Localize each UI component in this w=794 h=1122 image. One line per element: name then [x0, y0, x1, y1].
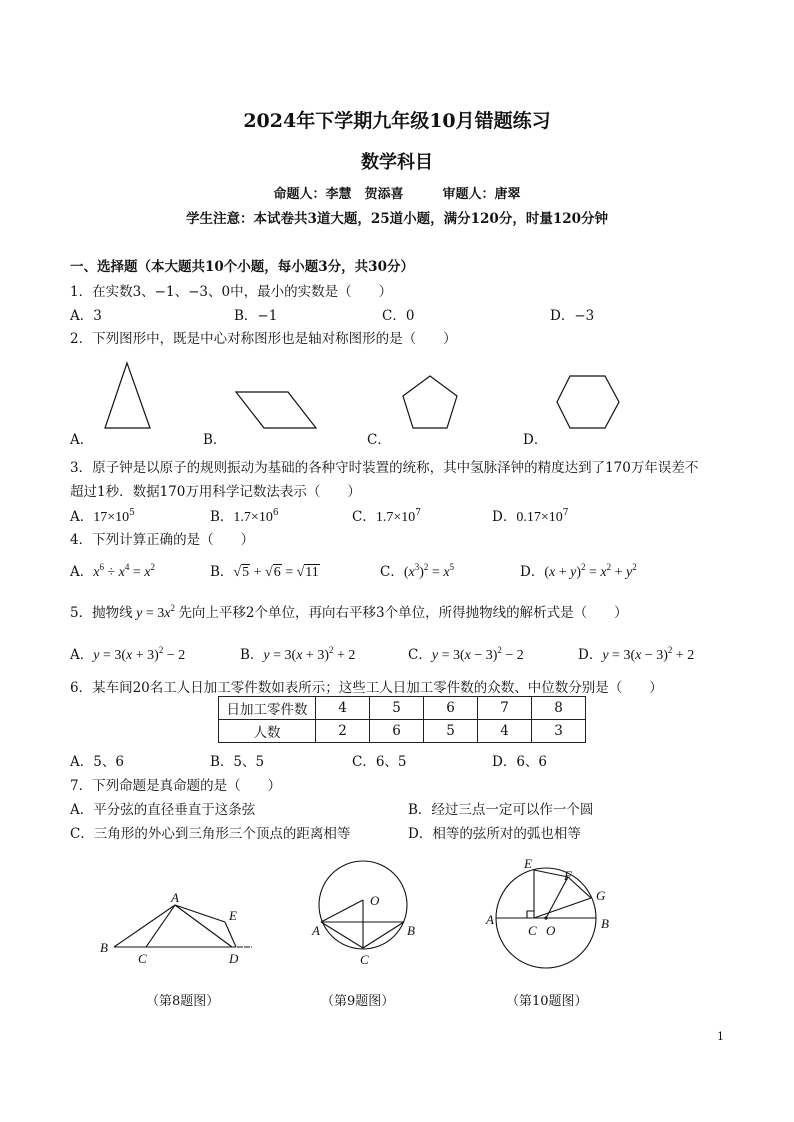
q4-stem: 4．下列计算正确的是（ ）: [70, 532, 255, 548]
q4-option-c: C．$(x^3)^2 = x^5$: [380, 562, 455, 580]
q5-stem: 5．抛物线 $y = 3x^2$ 先向上平移2个单位，再向右平移3个单位，所得抛物线的解析式是（ ）: [70, 603, 628, 621]
q7-option-c: C．三角形的外心到三角形三个顶点的距离相等: [70, 826, 351, 842]
point-label-e: E: [229, 908, 237, 923]
q3-option-b: B．$1.7\times 10^6$: [210, 508, 279, 525]
q7-option-d: D．相等的弦所对的弧也相等: [408, 826, 581, 842]
section-heading: 一、选择题（本大题共10个小题，每小题3分，共30分）: [70, 259, 414, 275]
q1-option-a: A．3: [70, 308, 102, 324]
q3-stem-line2: 超过1秒．数据170万用科学记数法表示（ ）: [70, 484, 361, 500]
q5-option-b: B．$y = 3(x + 3)^2 + 2$: [240, 645, 356, 663]
q2-label-a: A．: [70, 432, 94, 448]
q1-option-d: D．−3: [550, 308, 595, 324]
q4-option-d: D．$(x + y)^2 = x^2 + y^2$: [520, 562, 637, 580]
point-label-e: E: [524, 856, 532, 871]
page-number: 1: [717, 1030, 724, 1043]
table-cell: 4: [478, 720, 532, 743]
q3-stem-line1: 3．原子钟是以原子的规则振动为基础的各种守时装置的统称，其中氢脉泽钟的精度达到了170万年误差不: [70, 460, 699, 476]
q3-option-a: A．$17\times 10^5$: [70, 508, 135, 525]
table-cell: 3: [532, 720, 586, 743]
point-label-g: G: [596, 888, 606, 903]
point-label-a: A: [312, 923, 320, 938]
q2-stem: 2．下列图形中，既是中心对称图形也是轴对称图形的是（ ）: [70, 331, 457, 347]
point-label-c: C: [528, 923, 537, 938]
q3-option-c: C．$1.7\times 10^7$: [352, 508, 421, 525]
point-label-o: O: [370, 893, 380, 908]
q5-option-a: A．$y = 3(x + 3)^2 - 2$: [70, 645, 186, 663]
center-dot: [544, 916, 547, 919]
q7-stem: 7．下列命题是真命题的是（ ）: [70, 778, 282, 794]
point-label-a: A: [171, 890, 179, 905]
figure-9-caption: （第9题图）: [321, 994, 395, 1009]
table-cell: 5: [370, 697, 424, 720]
table-cell: 5: [424, 720, 478, 743]
q5-option-c: C．$y = 3(x - 3)^2 - 2$: [408, 645, 524, 663]
q6-option-d: D．6、6: [492, 754, 548, 770]
q3-option-d: D．$0.17\times 10^7$: [492, 508, 569, 525]
q2-label-c: C．: [367, 432, 391, 448]
table-cell: 8: [532, 697, 586, 720]
point-label-f: F: [564, 868, 572, 883]
q1-option-b: B．−1: [234, 308, 278, 324]
q5-option-d: D．$y = 3(x - 3)^2 + 2$: [578, 645, 695, 663]
table-cell: 7: [478, 697, 532, 720]
point-label-b: B: [407, 923, 415, 938]
q2-label-b: B．: [203, 432, 227, 448]
exam-subject: 数学科目: [361, 152, 433, 173]
q6-stem: 6．某车间20名工人日加工零件数如表所示；这些工人日加工零件数的众数、中位数分别是（ ）: [70, 680, 663, 696]
figure-8-caption: （第8题图）: [146, 994, 220, 1009]
q7-option-b: B．经过三点一定可以作一个圆: [408, 802, 594, 818]
table-header-cell: 日加工零件数: [219, 697, 316, 720]
point-label-b: B: [100, 940, 108, 955]
table-header-cell: 人数: [219, 720, 316, 743]
q1-option-c: C．0: [382, 308, 415, 324]
figure-10-caption: （第10题图）: [506, 994, 588, 1009]
point-label-o: O: [546, 923, 556, 938]
q6-option-c: C．6、5: [352, 754, 407, 770]
q1-stem: 1．在实数3、−1、−3、0中，最小的实数是（ ）: [70, 284, 393, 300]
q2-label-d: D．: [523, 432, 548, 448]
q6-option-b: B．5、5: [210, 754, 265, 770]
table-cell: 6: [424, 697, 478, 720]
table-cell: 4: [316, 697, 370, 720]
point-label-d: D: [229, 951, 239, 966]
point-label-c: C: [360, 952, 369, 967]
point-label-b: B: [601, 916, 609, 931]
exam-title: 2024年下学期九年级10月错题练习: [243, 110, 551, 132]
point-label-a: A: [486, 912, 494, 927]
table-cell: 6: [370, 720, 424, 743]
exam-notice: 学生注意：本试卷共3道大题，25道小题，满分120分，时量120分钟: [185, 211, 609, 227]
q4-option-a: A．$x^6 \div x^4 = x^2$: [70, 562, 155, 580]
point-label-c: C: [138, 951, 147, 966]
q7-option-a: A．平分弦的直径垂直于这条弦: [70, 802, 256, 818]
q4-option-b: B．√5 + √6 = √11: [210, 564, 319, 580]
q6-option-a: A．5、6: [70, 754, 124, 770]
exam-authors: 命题人：李慧 贺添喜 审题人：唐翠: [273, 187, 521, 202]
table-cell: 2: [316, 720, 370, 743]
